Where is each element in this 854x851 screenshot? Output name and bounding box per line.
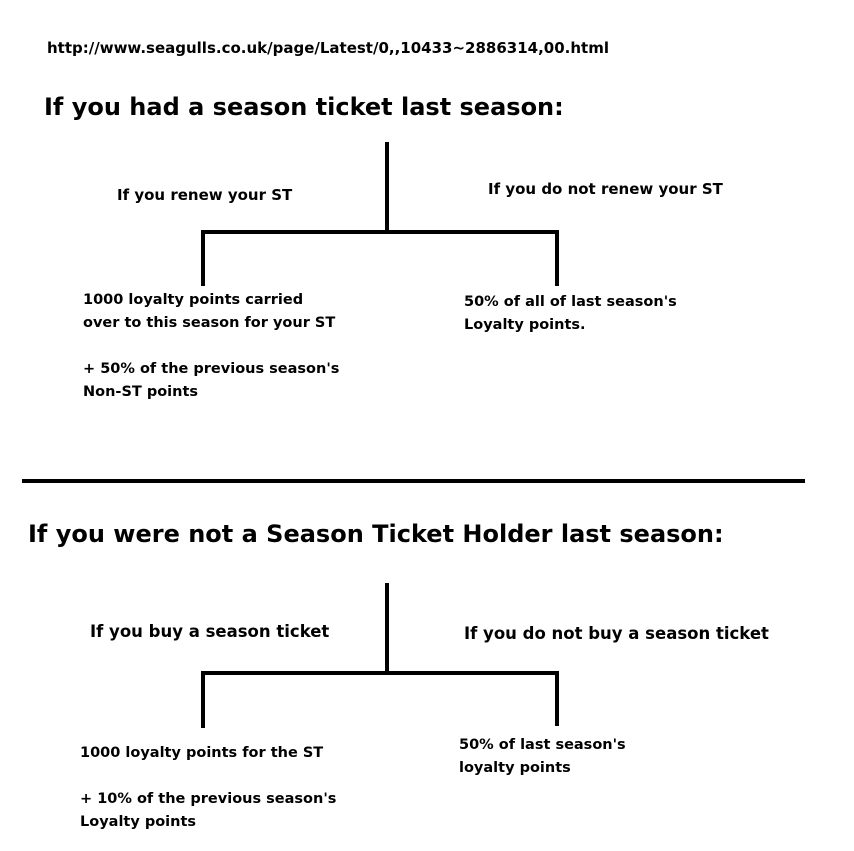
outcome-line: + 50% of the previous season's — [83, 361, 340, 377]
section-1-left-drop-line — [201, 230, 205, 286]
outcome-line: + 10% of the previous season's — [80, 791, 337, 807]
outcome-line: 1000 loyalty points carried — [83, 292, 304, 308]
section-1-right-drop-line — [555, 230, 559, 286]
section-1-trunk-line — [385, 142, 389, 233]
section-2-left-drop-line — [201, 671, 205, 728]
section-1-heading: If you had a season ticket last season: — [44, 93, 564, 121]
outcome-line: over to this season for your ST — [83, 315, 336, 331]
section-1-left-label: If you renew your ST — [117, 186, 293, 204]
outcome-line: 50% of last season's — [459, 737, 626, 753]
section-2-right-drop-line — [555, 671, 559, 726]
section-2-right-outcome — [459, 734, 626, 780]
section-1-right-outcome — [464, 291, 677, 337]
section-2-left-outcome — [80, 742, 336, 834]
section-2-branch-line — [201, 671, 559, 675]
section-2-heading: If you were not a Season Ticket Holder last season: — [28, 520, 724, 548]
section-2-right-label: If you do not buy a season ticket — [464, 624, 769, 643]
outcome-line: 1000 loyalty points for the ST — [80, 745, 324, 761]
outcome-line: loyalty points — [459, 760, 571, 776]
section-divider — [22, 479, 805, 483]
source-url: http://www.seagulls.co.uk/page/Latest/0,,10433~2886314,00.html — [47, 39, 609, 57]
section-1-right-label: If you do not renew your ST — [488, 180, 723, 198]
section-2-left-label: If you buy a season ticket — [90, 622, 330, 641]
section-2-trunk-line — [385, 583, 389, 674]
section-1-left-outcome — [83, 289, 339, 404]
outcome-line: 50% of all of last season's — [464, 294, 677, 310]
outcome-line: Loyalty points. — [464, 317, 586, 333]
outcome-line: Non-ST points — [83, 384, 199, 400]
section-1-branch-line — [201, 230, 559, 234]
outcome-line: Loyalty points — [80, 814, 197, 830]
